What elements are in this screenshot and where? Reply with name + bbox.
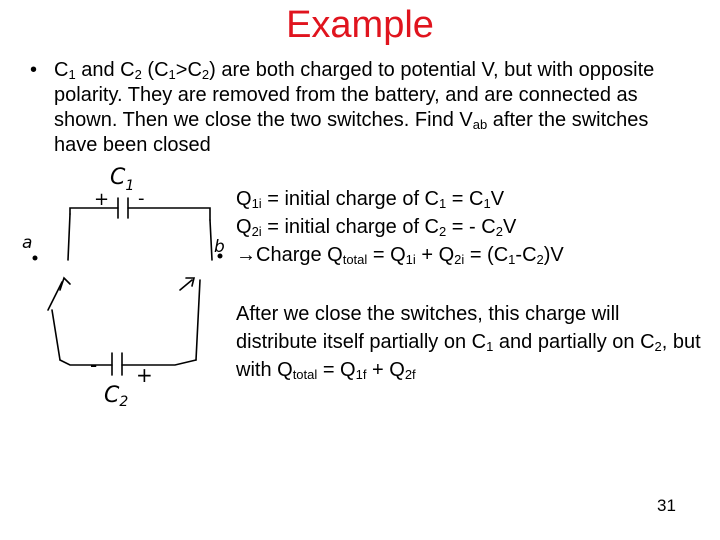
bullet-marker: • <box>30 59 38 81</box>
node-b-label: b <box>214 237 225 257</box>
equation-q-total: →Charge $Q_{total} = Q_{1i} + Q_{2i} = (C_1-C_2)V$ <box>236 244 564 267</box>
problem-statement: $C_1$ and $C_2$ $(C_1>C_2)$ are both charged to potential V, but with opposite polarity. They are removed from the battery, and are connected as shown. Then we close the two switches. Find $V_{ab}$ after the switches have been closed <box>54 59 655 156</box>
c2-plus-sign: + <box>136 363 153 387</box>
equation-q2i: $Q_{2i}$ = initial charge of $C_2$ = - $C_2V$ <box>236 216 517 239</box>
node-a-dot <box>33 256 38 261</box>
node-a-label: a <box>22 233 33 253</box>
slide-title: Example <box>286 4 434 46</box>
explanation-paragraph: After we close the switches, this charge will distribute itself partially on $C_1$ and partially on $C_2$, but with $Q_{total} = Q_{1f} + Q_{2f}$ <box>236 303 701 382</box>
c1-plus-sign: + <box>94 189 110 210</box>
equation-q1i: $Q_{1i}$ = initial charge of $C_1 = C_1V$ <box>236 188 505 211</box>
c1-label: $C_1$ <box>110 165 135 194</box>
arrow-icon: → <box>236 244 256 266</box>
c2-label: C2 <box>104 383 129 410</box>
c2-minus-sign: - <box>90 353 98 377</box>
circuit-diagram <box>0 160 230 410</box>
equations-block <box>236 185 706 269</box>
c1-minus-sign: - <box>138 188 145 209</box>
page-number: 31 <box>657 496 676 515</box>
